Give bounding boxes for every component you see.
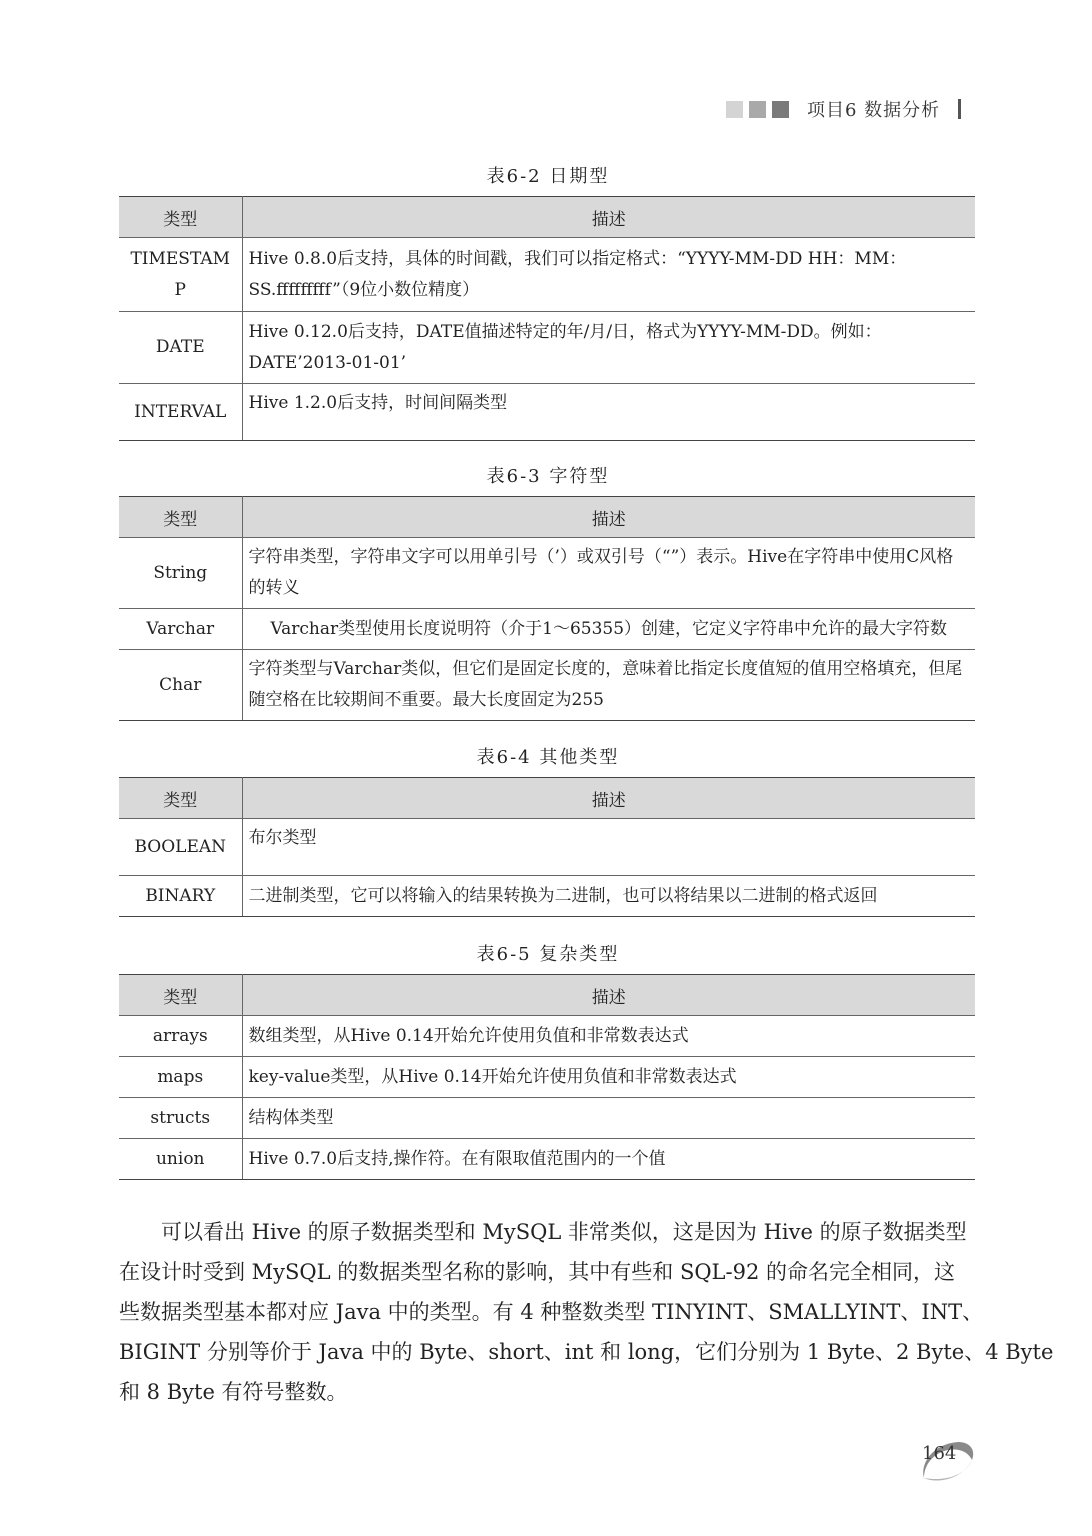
table-row xyxy=(119,1139,975,1180)
column-header-type: 类型 xyxy=(119,975,242,1016)
type-cell: Char xyxy=(119,650,242,721)
page-number: 164 xyxy=(922,1443,957,1464)
type-cell: structs xyxy=(119,1098,242,1139)
column-header-type: 类型 xyxy=(119,778,242,819)
paragraph-line: 些数据类型基本都对应 Java 中的类型。有 4 种整数类型 TINYINT、SMALLYINT、INT、 xyxy=(119,1300,984,1324)
running-header xyxy=(726,96,961,122)
paragraph-line: 和 8 Byte 有符号整数。 xyxy=(119,1380,348,1404)
paragraph-line: BIGINT 分别等价于 Java 中的 Byte、short、int 和 long，它们分别为 1 Byte、2 Byte、4 Byte xyxy=(119,1340,1054,1364)
table-row xyxy=(119,876,975,917)
table-row xyxy=(119,312,975,384)
body-paragraph xyxy=(119,1212,1054,1412)
desc-cell: 二进制类型，它可以将输入的结果转换为二进制，也可以将结果以二进制的格式返回 xyxy=(242,876,975,917)
desc-cell: Hive 0.12.0后支持，DATE值描述特定的年/月/日，格式为YYYY-MM-DD。例如：DATE’2013-01-01’ xyxy=(242,312,975,384)
table-row xyxy=(119,609,975,650)
table-row xyxy=(119,384,975,441)
type-cell: BOOLEAN xyxy=(119,819,242,876)
type-cell: arrays xyxy=(119,1016,242,1057)
table-row xyxy=(119,819,975,876)
desc-cell: 数组类型，从Hive 0.14开始允许使用负值和非常数表达式 xyxy=(242,1016,975,1057)
column-header-desc: 描述 xyxy=(242,497,975,538)
table-row xyxy=(119,1098,975,1139)
desc-cell: Varchar类型使用长度说明符（介于1～65355）创建，它定义字符串中允许的最大字符数 xyxy=(242,609,975,650)
desc-cell: 字符类型与Varchar类似，但它们是固定长度的，意味着比指定长度值短的值用空格填充，但尾随空格在比较期间不重要。最大长度固定为255 xyxy=(242,650,975,721)
table-row xyxy=(119,1016,975,1057)
type-cell: union xyxy=(119,1139,242,1180)
desc-cell: Hive 0.7.0后支持,操作符。在有限取值范围内的一个值 xyxy=(242,1139,975,1180)
desc-cell: Hive 0.8.0后支持，具体的时间戳，我们可以指定格式：“YYYY-MM-DD HH：MM：SS.fffffffff”（9位小数位精度） xyxy=(242,238,975,312)
desc-cell: key-value类型，从Hive 0.14开始允许使用负值和非常数表达式 xyxy=(242,1057,975,1098)
type-cell: DATE xyxy=(119,312,242,384)
table-other-types xyxy=(119,777,975,917)
desc-cell: 结构体类型 xyxy=(242,1098,975,1139)
column-header-type: 类型 xyxy=(119,197,242,238)
table-date-types xyxy=(119,196,975,441)
type-cell: maps xyxy=(119,1057,242,1098)
table-complex-types xyxy=(119,974,975,1180)
chapter-title: 项目6 数据分析 xyxy=(807,100,941,121)
type-cell: Varchar xyxy=(119,609,242,650)
header-bar xyxy=(958,99,961,119)
desc-cell: 字符串类型，字符串文字可以用单引号（’）或双引号（“”）表示。Hive在字符串中使用C风格的转义 xyxy=(242,538,975,609)
type-cell: BINARY xyxy=(119,876,242,917)
table-row xyxy=(119,650,975,721)
table-row xyxy=(119,1057,975,1098)
desc-cell: Hive 1.2.0后支持，时间间隔类型 xyxy=(242,384,975,441)
table-row xyxy=(119,538,975,609)
header-square-light xyxy=(726,101,743,118)
table-caption-date: 表6-2 日期型 xyxy=(486,166,610,187)
paragraph-line: 可以看出 Hive 的原子数据类型和 MySQL 非常类似，这是因为 Hive 的原子数据类型 xyxy=(119,1220,967,1244)
type-cell: INTERVAL xyxy=(119,384,242,441)
paragraph-line: 在设计时受到 MySQL 的数据类型名称的影响，其中有些和 SQL-92 的命名完全相同，这 xyxy=(119,1260,955,1284)
table-caption-string: 表6-3 字符型 xyxy=(486,466,610,487)
table-caption-other: 表6-4 其他类型 xyxy=(476,747,620,768)
column-header-desc: 描述 xyxy=(242,975,975,1016)
table-row xyxy=(119,238,975,312)
header-square-dark xyxy=(772,101,789,118)
column-header-type: 类型 xyxy=(119,497,242,538)
type-cell: String xyxy=(119,538,242,609)
header-square-mid xyxy=(749,101,766,118)
column-header-desc: 描述 xyxy=(242,197,975,238)
table-string-types xyxy=(119,496,975,721)
type-cell: TIMESTAMP xyxy=(119,238,242,312)
desc-cell: 布尔类型 xyxy=(242,819,975,876)
table-caption-complex: 表6-5 复杂类型 xyxy=(476,944,620,965)
column-header-desc: 描述 xyxy=(242,778,975,819)
